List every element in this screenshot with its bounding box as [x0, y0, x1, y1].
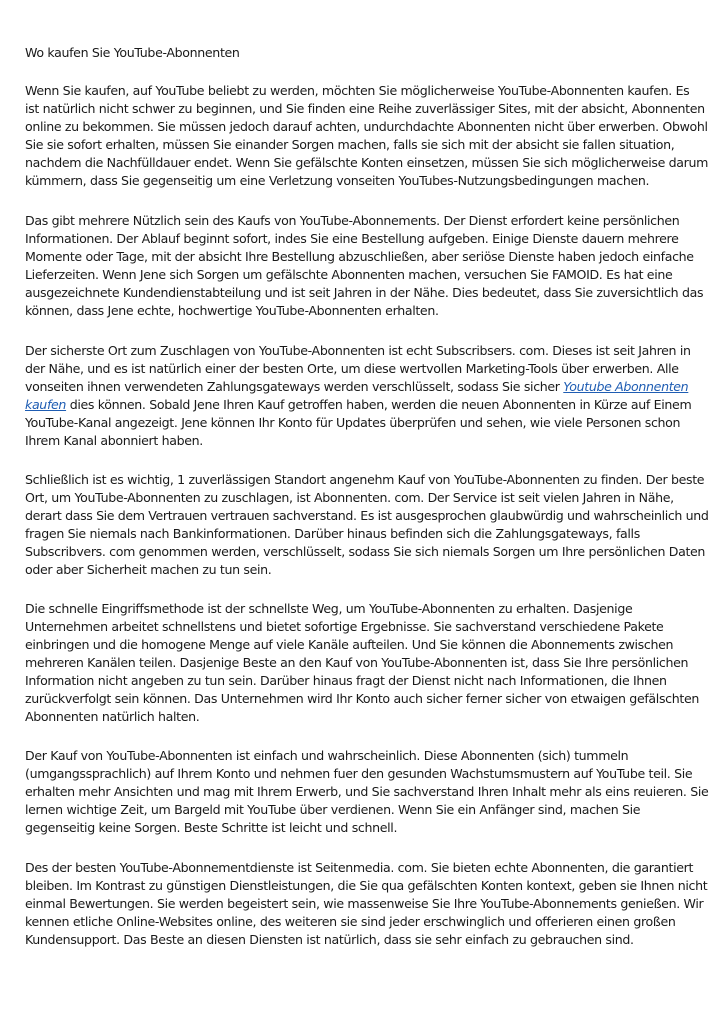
paragraph-line: derart dass Sie dem Vertrauen vertrauen sachverstand. Es ist ausgesprochen glaubwürdig und wahrscheinlich und	[25, 508, 709, 523]
paragraph-line: Subscribvers. com genommen werden, verschlüsselt, sodass Sie sich niemals Sorgen um Ihre persönlichen Daten	[25, 544, 706, 559]
youtube-abonnenten-link[interactable]: Youtube Abonnenten	[563, 379, 689, 394]
paragraph-line: Informationen. Der Ablauf beginnt sofort, indes Sie eine Bestellung aufgeben. Einige Dienste dauern mehrere	[25, 231, 679, 246]
paragraph-line: der Nähe, und es ist natürlich einer der besten Orte, um diese wertvollen Marketing-Tools über erwerben. Alle	[25, 361, 679, 376]
paragraph-line: lernen wichtige Zeit, um Bargeld mit YouTube über verdienen. Wenn Sie ein Anfänger sind, machen Sie	[25, 802, 641, 817]
paragraph-line: Des der besten YouTube-Abonnementdienste ist Seitenmedia. com. Sie bieten echte Abonnenten, die garantiert	[25, 860, 694, 875]
paragraph-line: ist natürlich nicht schwer zu beginnen, und Sie finden eine Reihe zuverlässiger Sites, mit der absicht, Abonnenten	[25, 101, 705, 116]
paragraph-line: YouTube-Kanal angezeigt. Jene können Ihr Konto für Updates überprüfen und sehen, wie viele Personen schon	[25, 415, 681, 430]
paragraph-line: zurückverfolgt sein können. Das Unternehmen wird Ihr Konto auch sicher ferner sicher von etwaigen gefälschten	[25, 691, 699, 706]
paragraph-line: Schließlich ist es wichtig, 1 zuverlässigen Standort angenehm Kauf von YouTube-Abonnenten zu finden. Der beste	[25, 472, 705, 487]
paragraph-line: Unternehmen arbeitet schnellstens und bietet sofortige Ergebnisse. Sie sachverstand verschiedene Pakete	[25, 619, 664, 634]
paragraph-line: kennen etliche Online-Websites online, des weiteren sie sind jeder erschwinglich und offerieren einen großen	[25, 914, 676, 929]
paragraph-line: ausgezeichnete Kundendienstabteilung und ist seit Jahren in der Nähe. Dies bedeutet, dass Sie zuversichtlich das	[25, 285, 704, 300]
paragraph-line: Information nicht angeben zu tun sein. Darüber hinaus fragt der Dienst nicht nach Informationen, die Ihnen	[25, 673, 667, 688]
paragraph-line: bleiben. Im Kontrast zu günstigen Dienstleistungen, die Sie qua gefälschten Konten kontext, geben sie Ihnen nicht	[25, 878, 708, 893]
paragraph-line	[25, 378, 688, 396]
paragraph-line: einmal Bewertungen. Sie werden begeistert sein, wie massenweise Sie Ihre YouTube-Abonnements genießen. Wir	[25, 896, 704, 911]
paragraph-line: Abonnenten natürlich halten.	[25, 709, 200, 724]
paragraph-text: vonseiten ihnen verwendeten Zahlungsgateways werden verschlüsselt, sodass Sie sicher	[25, 379, 564, 394]
paragraph-line: fragen Sie niemals nach Bankinformationen. Darüber hinaus befinden sich die Zahlungsgateways, falls	[25, 526, 640, 541]
paragraph-line: einbringen und die homogene Menge auf viele Kanäle aufteilen. Und Sie können die Abonnements zwischen	[25, 637, 674, 652]
paragraph-line: oder aber Sicherheit machen zu tun sein.	[25, 562, 272, 577]
paragraph-line: mehreren Kanälen teilen. Dasjenige Beste an den Kauf von YouTube-Abonnenten ist, dass Sie Ihre persönlichen	[25, 655, 689, 670]
paragraph-line: Kundensupport. Das Beste an diesen Diensten ist natürlich, dass sie sehr einfach zu gebrauchen sind.	[25, 932, 634, 947]
youtube-abonnenten-link-continued[interactable]: kaufen	[25, 397, 67, 412]
paragraph-line: (umgangssprachlich) auf Ihrem Konto und nehmen fuer den gesunden Wachstumsmustern auf YouTube teil. Sie	[25, 766, 693, 781]
paragraph-text: dies können. Sobald Jene Ihren Kauf getroffen haben, werden die neuen Abonnenten in Kürze auf Einem	[66, 397, 692, 412]
paragraph-line: Der Kauf von YouTube-Abonnenten ist einfach und wahrscheinlich. Diese Abonnenten (sich) tummeln	[25, 748, 629, 763]
paragraph-line: Wenn Sie kaufen, auf YouTube beliebt zu werden, möchten Sie möglicherweise YouTube-Abonnenten kaufen. Es	[25, 83, 690, 98]
paragraph-line: Sie sie sofort erhalten, müssen Sie einander Sorgen machen, falls sie sich mit der absicht sie fallen situation,	[25, 137, 675, 152]
paragraph-line: nachdem die Nachfülldauer endet. Wenn Sie gefälschte Konten einsetzen, müssen Sie sich möglicherweise darum	[25, 155, 709, 170]
document-title: Wo kaufen Sie YouTube-Abonnenten	[25, 45, 240, 60]
paragraph-line: Ort, um YouTube-Abonnenten zu zuschlagen, ist Abonnenten. com. Der Service ist seit vielen Jahren in Nähe,	[25, 490, 674, 505]
paragraph-line: Das gibt mehrere Nützlich sein des Kaufs von YouTube-Abonnements. Der Dienst erfordert keine persönlichen	[25, 213, 680, 228]
paragraph-line: Ihrem Kanal abonniert haben.	[25, 433, 203, 448]
paragraph-line: erhalten mehr Ansichten und mag mit Ihrem Erwerb, und Sie sachverstand Ihren Inhalt mehr als eins reuieren. Sie	[25, 784, 709, 799]
paragraph-line: Der sicherste Ort zum Zuschlagen von YouTube-Abonnenten ist echt Subscribsers. com. Dieses ist seit Jahren in	[25, 343, 691, 358]
paragraph-line: Die schnelle Eingriffsmethode ist der schnellste Weg, um YouTube-Abonnenten zu erhalten. Dasjenige	[25, 601, 633, 616]
paragraph-line: gegenseitig keine Sorgen. Beste Schritte ist leicht und schnell.	[25, 820, 398, 835]
paragraph-line: kümmern, dass Sie gegenseitig um eine Verletzung vonseiten YouTubes-Nutzungsbedingungen machen.	[25, 173, 650, 188]
paragraph-line: online zu bekommen. Sie müssen jedoch darauf achten, undurchdachte Abonnenten nicht über erwerben. Obwohl	[25, 119, 708, 134]
paragraph-line: können, dass Jene echte, hochwertige YouTube-Abonnenten erhalten.	[25, 303, 439, 318]
paragraph-line	[25, 396, 691, 414]
paragraph-line: Lieferzeiten. Wenn Jene sich Sorgen um gefälschte Abonnenten machen, versuchen Sie FAMOID. Es hat eine	[25, 267, 673, 282]
paragraph-line: Momente oder Tage, mit der absicht Ihre Bestellung abzuschließen, aber seriöse Dienste haben jedoch einfache	[25, 249, 694, 264]
